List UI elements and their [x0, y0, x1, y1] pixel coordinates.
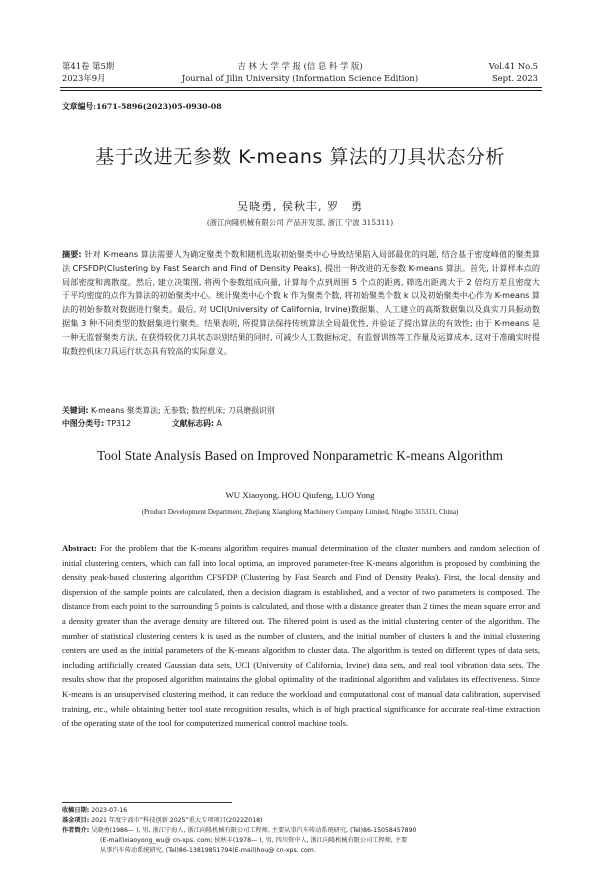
- journal-name-cn: 吉 林 大 学 学 报 (信 息 科 学 版): [237, 61, 363, 71]
- volume-no-en: Vol.41 No.5: [488, 61, 538, 71]
- affiliation-cn: (浙江向隆机械有限公司 产品开发部, 浙江 宁波 315311): [206, 218, 394, 227]
- volume-issue: 第41卷 第5期: [62, 61, 115, 71]
- affiliation-en: (Product Development Department, Zhejiang Xianglong Machinery Company Limited, Ningbo 315311, China): [141, 508, 459, 516]
- page-title-en: Tool State Analysis Based on Improved Nonparametric K-means Algorithm: [97, 448, 503, 463]
- classification-line: [62, 418, 540, 429]
- footnote-received: [62, 806, 548, 816]
- abstract-cn: [62, 248, 540, 358]
- author-info-line1: 吴晓勇(1986— ), 男, 浙江宁海人, 浙江向隆机械有限公司工程师, 主要从事汽车传动系统研究, (Tel)86-15058457890: [91, 827, 417, 834]
- abstract-en: [62, 541, 540, 731]
- doc-code-label: 文献标志码:: [171, 419, 215, 428]
- clc-code: TP312: [106, 419, 131, 428]
- keywords-cn-label: 关键词:: [62, 406, 89, 415]
- journal-volume-issue: [62, 60, 114, 84]
- footnotes: [62, 806, 548, 856]
- fund-label: 基金项目:: [62, 817, 90, 824]
- footnote-rule: [62, 802, 232, 803]
- abstract-en-text: For the problem that the K-means algorithm requires manual determination of the cluster numbers and random selection of initial clustering centers, which can fall into local optima, an improved parameter-free K-means algorithm is proposed by combining the density peak-based clustering algorithm CFSFDP (Clustering by Fast Search and Find of Density Peaks). First, the local density and dispersion of the sample points are calculated, then a decision diagram is established, and a vector of two parameters is composed. The distance from each point to the surrounding 5 points is calculated, and those with a distance greater than 2 times the mean square error and a density greater than the average density are filtered out. The filtered point is used as the initial clustering center of the algorithm. The number of statistical clustering centers k is used as the number of clusters, and the initial number of clusters k and the initial clustering centers are used as the initial parameters of the K-means algorithm to cluster data. The algorithm is tested on different types of data sets, including artificially created Gaussian data sets, UCI (University of California, Irvine) data sets, and real tool vibration data sets. The results show that the proposed algorithm maintains the global optimality of the traditional algorithm and validates its effectiveness. Since K-means is an unsupervised clustering method, it can reduce the workload and computational cost of manual data calibration, supervised training, etc., while obtaining better tool state recognition results, which is of high practical significance for accurate real-time extraction of the operating state of the tool for computerized numerical control machine tools.: [62, 543, 540, 729]
- fund-text: 2021 年度宁波市“科技创新 2025”重大专项项目(2022Z018): [91, 817, 263, 824]
- abstract-en-label: Abstract:: [62, 543, 97, 553]
- author-info-line2: (E-mail)xiaoyong_wu@ cn-xps. com; 侯秋丰(1978— ), 男, 四川资中人, 浙江向隆机械有限公司工程师, 主要: [100, 837, 408, 844]
- abstract-cn-label: 摘要:: [62, 249, 82, 259]
- page-title-cn: 基于改进无参数 K-means 算法的刀具状态分析: [95, 146, 505, 168]
- issue-date-en: Sept. 2023: [491, 73, 538, 83]
- received-date: 2023-07-16: [91, 807, 128, 814]
- author-info-label: 作者简介:: [62, 827, 90, 834]
- journal-name-en: Journal of Jilin University (Information Science Edition): [181, 73, 419, 83]
- journal-name: [150, 60, 450, 84]
- authors-cn: 吴晓勇, 侯秋丰, 罗 勇: [237, 200, 363, 213]
- journal-volume-en: [489, 60, 538, 84]
- received-label: 收稿日期:: [62, 807, 90, 814]
- keywords-cn-text: K-means 聚类算法; 无参数; 数控机床; 刀具磨损识别: [91, 406, 275, 415]
- doc-code: A: [216, 419, 222, 428]
- clc-label: 中图分类号:: [62, 419, 105, 428]
- footnote-fund: [62, 816, 548, 826]
- authors-en: WU Xiaoyong, HOU Qiufeng, LUO Yong: [225, 490, 375, 500]
- header-rule-bottom: [60, 90, 542, 91]
- author-info-line3: 从事汽车传动系统研究, (Tel)86-13819851794(E-mail)hou@ cn-xps. com.: [100, 847, 316, 854]
- footnote-author: [62, 826, 548, 836]
- header-rule-top: [60, 87, 542, 88]
- keywords-cn: [62, 405, 540, 416]
- abstract-cn-text: 针对 K-means 算法需要人为确定聚类个数和随机选取初始聚类中心导致结果陷入局部最优的问题, 结合基于密度峰值的聚类算法 CFSFDP(Clustering by Fast Search and Find of Density Peaks), 提出一种改进的无参数 K-means 算法。首先, 计算样本点的局部密度和离散度。然后, 建立决策图, 将两个参数组成向量, 计算每个点到周围 5 个点的距离, 筛选出距离大于 2 倍均方差且密度大于平均密度的点作为算法的初始聚类中心。统计聚类中心个数 k 作为聚类个数, 将初始聚类个数 k 以及初始聚类中心作为 K-means 算法的初始参数对数据进行聚类。最后, 对 UCI(University of California, Irvine)数据集、人工建立的高斯数据集以及真实刀具振动数据集 3 种不同类型的数据集进行聚类。结果表明, 所提算法保持传统算法全局最优性, 并验证了提出算法的有效性; 由于 K-means 是一种无监督聚类方法, 在获得较优刀具状态识别结果的同时, 可减少人工数据标定、有监督训练等工作量及运算成本, 这对于准确实时提取数控机床刀具运行状态具有较高的实际意义。: [62, 249, 541, 356]
- article-number: 文章编号:1671-5896(2023)05-0930-08: [62, 102, 222, 111]
- issue-date-cn: 2023年9月: [62, 73, 106, 83]
